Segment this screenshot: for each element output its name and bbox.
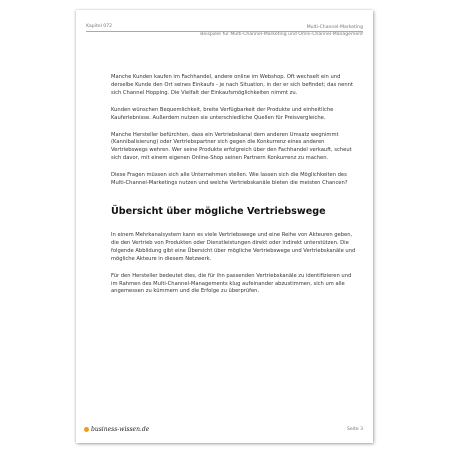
paragraph: Manche Hersteller befürchten, dass ein Vertriebskanal dem anderen Umsatz wegnimmt (Kannibalisierung) oder Vertriebspartner sich gegen die Konkurrenz eines anderen Vertriebswegs wehren. Wer seine Produkte erfolgreich über den Fachhandel verkauft, scheut sich davor, mit einem eigenen Online-Shop seinen Partnern Konkurrenz zu machen. (111, 131, 352, 162)
paragraph: Diese Fragen müssen sich alle Unternehmen stellen. Wie lassen sich die Möglichkeiten des Multi-Channel-Marketings nutzen und welche Vertriebskanäle bieten die meisten Chancen? (111, 172, 348, 187)
page-number: Seite 3 (346, 427, 363, 432)
header-title: Multi-Channel-Marketing (306, 25, 363, 30)
logo-text: business-wissen.de (91, 426, 150, 433)
document-page (76, 10, 373, 443)
header-divider (86, 31, 363, 32)
document-body (111, 74, 356, 305)
paragraph: Kunden wünschen Bequemlichkeit, breite Verfügbarkeit der Produkte und einheitliche Kauferlebnisse. Außerdem nutzen sie unterschiedliche Quellen für Preisvergleiche. (111, 106, 334, 121)
paragraph: In einem Mehrkanalsystem kann es viele Vertriebswege und eine Reihe von Akteuren geben, die den Vertrieb von Produkten oder Dienstleistungen direkt oder indirekt unterstützen. Die folgende Abbildung gibt eine Übersicht über mögliche Vertriebswege und Vertriebskanäle und mögliche Akteure in diesem Netzwerk. (111, 231, 356, 262)
section-heading: Übersicht über mögliche Vertriebswege (111, 205, 326, 217)
business-wissen-logo (84, 426, 149, 433)
header-subtitle: Beispiele für Multi-Channel-Marketing und Omni-Channel-Management (200, 32, 363, 37)
logo-dot-icon (84, 427, 89, 432)
paragraph: Manche Kunden kaufen im Fachhandel, andere online im Webshop. Oft wechselt ein und derselbe Kunde den Ort seines Einkaufs - je nach Situation, in der er sich befindet; das nennt sich Channel Hopping. Die Vielfalt der Einkaufsmöglichkeiten nimmt zu. (111, 74, 353, 96)
paragraph: Für den Hersteller bedeutet dies, die für ihn passenden Vertriebskanäle zu identifizieren und im Rahmen des Multi-Channel-Managements klug aufeinander abzustimmen, sich um alle angemessen zu kümmern und die Erfolge zu überprüfen. (111, 272, 352, 295)
chapter-label: Kapitel 072 (86, 24, 113, 29)
